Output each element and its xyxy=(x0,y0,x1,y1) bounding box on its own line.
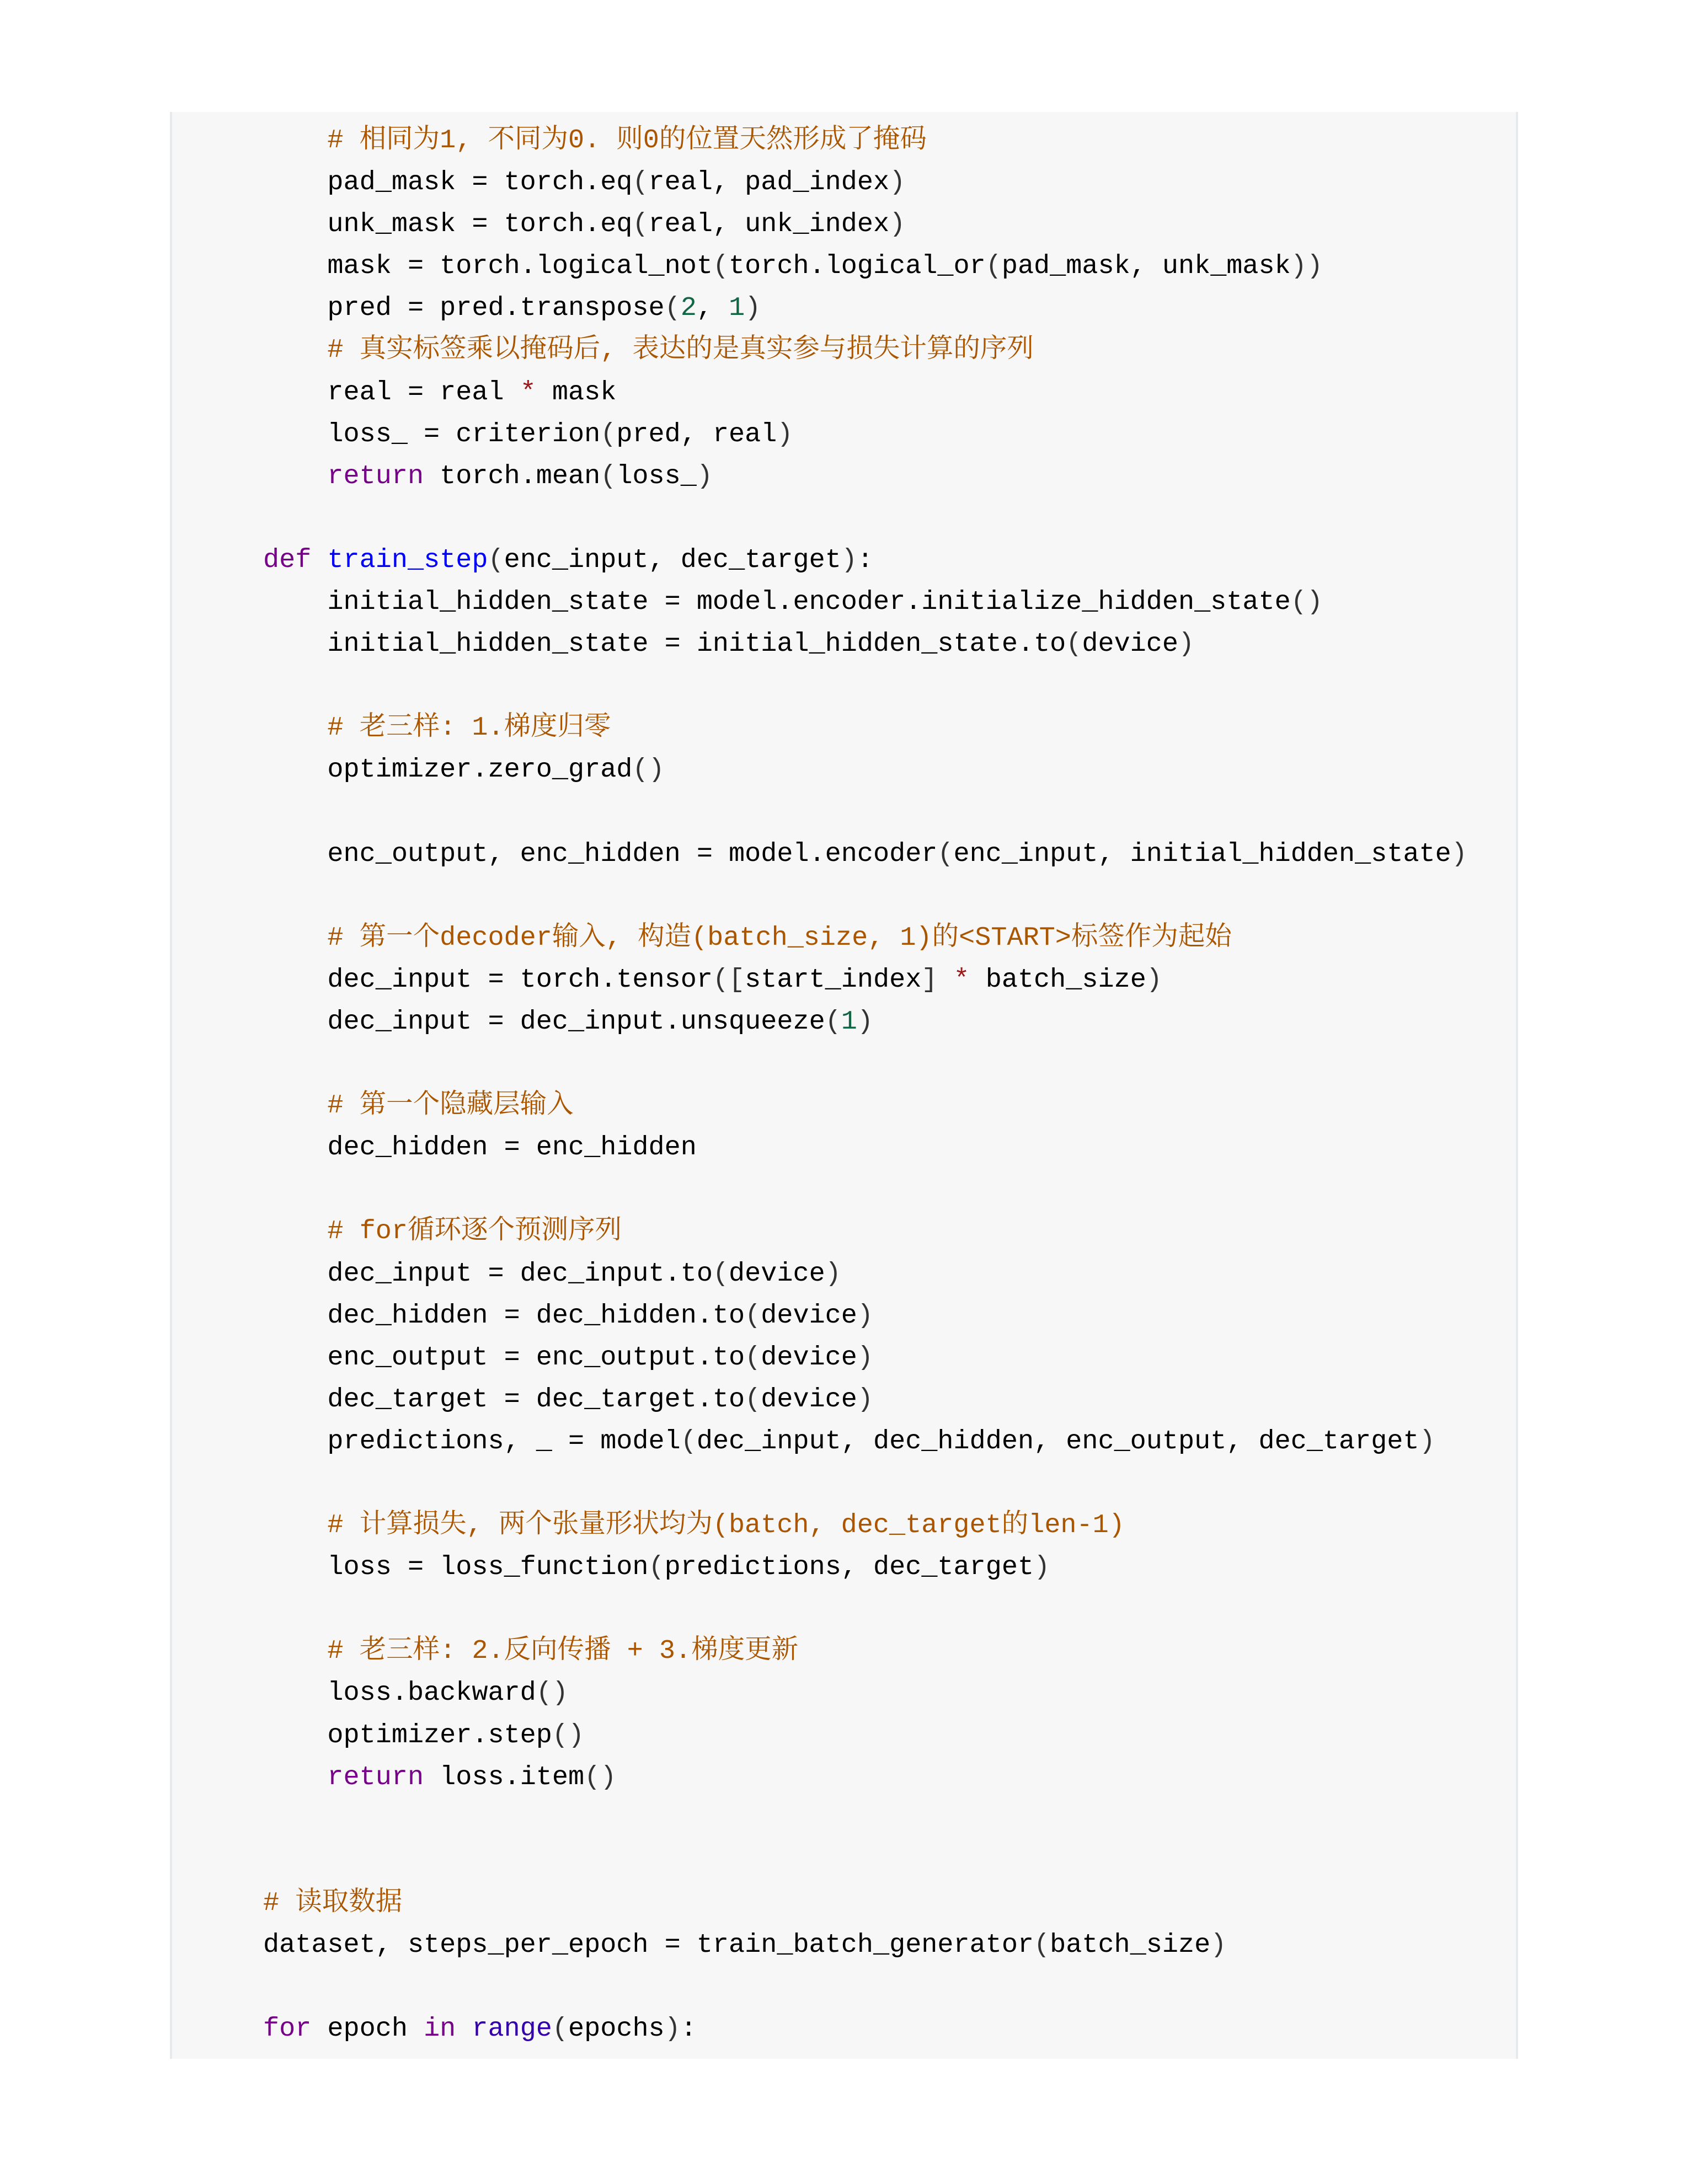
code-token-plain: pad_mask, unk_mask xyxy=(1001,251,1291,282)
code-token-plain: real = real xyxy=(327,377,520,408)
code-indent xyxy=(263,1426,327,1457)
code-token-plain: device xyxy=(761,1300,857,1331)
code-line xyxy=(263,1421,1467,1463)
code-line xyxy=(263,372,1467,414)
code-indent xyxy=(263,1090,327,1121)
code-line xyxy=(263,1001,1467,1043)
code-line xyxy=(263,1253,1467,1295)
code-token-plain: torch.logical_or xyxy=(729,251,986,282)
code-token-bracket: ) xyxy=(857,1300,874,1331)
code-indent xyxy=(263,209,327,239)
code-token-plain: dec_input = dec_input.unsqueeze xyxy=(327,1006,825,1037)
code-line xyxy=(263,414,1467,456)
code-line xyxy=(263,1588,1467,1630)
code-token-bracket: () xyxy=(536,1678,569,1709)
code-line xyxy=(263,204,1467,245)
code-indent xyxy=(263,167,327,197)
code-indent xyxy=(263,419,327,449)
code-token-bracket: ) xyxy=(1178,629,1195,660)
code-line xyxy=(263,329,1467,371)
code-token-bracket: ( xyxy=(632,209,649,240)
code-line xyxy=(263,245,1467,287)
code-token-bracket: ) xyxy=(857,1342,874,1373)
code-token-bracket: ) xyxy=(745,293,761,324)
code-token-plain xyxy=(311,545,327,575)
code-token-bracket: ( xyxy=(937,838,954,869)
code-line xyxy=(263,791,1467,833)
code-token-plain: real, pad_index xyxy=(648,167,890,198)
code-line xyxy=(263,707,1467,749)
code-token-comment: # 第一个decoder输入, 构造(batch_size, 1)的<START>标签作为起始 xyxy=(327,922,1232,953)
code-token-plain: device xyxy=(1082,629,1178,660)
code-token-keyword: return xyxy=(327,461,424,491)
code-indent xyxy=(263,125,327,156)
code-token-bracket: )) xyxy=(1290,251,1323,282)
code-token-plain: loss.backward xyxy=(327,1678,536,1709)
code-token-plain: batch_size xyxy=(1050,1930,1211,1961)
code-line xyxy=(263,749,1467,791)
code-token-bracket: ) xyxy=(1146,964,1162,995)
code-token-keyword: def xyxy=(263,544,312,575)
code-token-plain: , xyxy=(696,293,729,324)
code-line xyxy=(263,959,1467,1001)
code-token-comment: # 第一个隐藏层输入 xyxy=(327,1090,574,1121)
code-token-bracket: ( xyxy=(648,1552,665,1583)
code-token-bracket: () xyxy=(1290,587,1323,618)
code-line xyxy=(263,1630,1467,1672)
code-token-plain: loss_ = criterion xyxy=(327,419,601,449)
code-token-bracket: ( xyxy=(488,544,504,575)
code-token-plain: dec_hidden = dec_hidden.to xyxy=(327,1300,745,1331)
code-token-plain: predictions, dec_target xyxy=(664,1552,1034,1583)
code-lines xyxy=(263,120,1467,2050)
code-token-operator: * xyxy=(953,964,970,995)
code-token-comment: # 相同为1, 不同为0. 则0的位置天然形成了掩码 xyxy=(327,125,927,156)
code-line xyxy=(263,1127,1467,1169)
code-token-plain xyxy=(937,965,953,995)
code-block xyxy=(170,112,1518,2059)
code-token-keyword: for xyxy=(263,2014,312,2044)
code-line xyxy=(263,1463,1467,1505)
code-token-bracket: ] xyxy=(921,964,938,995)
code-line xyxy=(263,287,1467,329)
code-token-plain: enc_output, enc_hidden = model.encoder xyxy=(327,838,938,869)
code-token-plain: real, unk_index xyxy=(648,209,890,240)
code-token-plain: unk_mask = torch.eq xyxy=(327,209,633,240)
code-token-plain: torch.mean xyxy=(424,461,601,491)
code-token-bracket: ( xyxy=(712,251,729,282)
code-token-plain: initial_hidden_state = initial_hidden_state.to xyxy=(327,629,1066,660)
code-token-plain: predictions, _ = model xyxy=(327,1426,681,1457)
code-token-comment: # 老三样: 2.反向传播 + 3.梯度更新 xyxy=(327,1636,799,1667)
code-indent xyxy=(263,1300,327,1331)
code-token-bracket: ) xyxy=(1210,1930,1227,1961)
code-token-number: 1 xyxy=(729,293,745,324)
code-indent xyxy=(263,335,327,365)
code-token-plain: epochs xyxy=(568,2014,665,2044)
code-token-bracket: () xyxy=(552,1720,585,1751)
code-indent xyxy=(263,1762,327,1792)
code-indent xyxy=(263,923,327,953)
code-token-bracket: ( xyxy=(1034,1930,1050,1961)
code-token-bracket: ([ xyxy=(712,964,745,995)
code-indent xyxy=(263,1384,327,1415)
code-token-bracket: ) xyxy=(696,461,713,491)
code-line xyxy=(263,833,1467,875)
code-token-bracket: ) xyxy=(1034,1552,1050,1583)
code-token-bracket: ( xyxy=(745,1384,761,1415)
code-token-plain: enc_output = enc_output.to xyxy=(327,1342,745,1373)
code-token-bracket: ) xyxy=(857,1006,873,1037)
code-token-plain xyxy=(456,2014,472,2044)
code-indent xyxy=(263,713,327,743)
code-line xyxy=(263,2008,1467,2050)
code-line xyxy=(263,1211,1467,1252)
code-token-comment: # 老三样: 1.梯度归零 xyxy=(327,713,611,743)
code-line xyxy=(263,456,1467,497)
code-indent xyxy=(263,1259,327,1289)
code-token-comment: # for循环逐个预测序列 xyxy=(327,1216,622,1247)
code-token-keyword: in xyxy=(424,2014,456,2044)
code-line xyxy=(263,162,1467,204)
code-indent xyxy=(263,1132,327,1163)
code-indent xyxy=(263,377,327,408)
code-indent xyxy=(263,1342,327,1373)
code-token-bracket: ( xyxy=(552,2014,569,2044)
code-token-plain: dec_hidden = enc_hidden xyxy=(327,1132,697,1163)
code-token-operator: * xyxy=(520,377,536,408)
code-line xyxy=(263,665,1467,707)
code-token-plain: initial_hidden_state = model.encoder.initialize_hidden_state xyxy=(327,587,1291,618)
code-line xyxy=(263,1337,1467,1379)
code-indent xyxy=(263,754,327,785)
code-token-plain: : xyxy=(680,2014,697,2044)
code-token-bracket: ( xyxy=(712,1258,729,1289)
code-line xyxy=(263,1757,1467,1798)
code-line xyxy=(263,1546,1467,1588)
code-token-bracket: ( xyxy=(680,1426,697,1457)
code-line xyxy=(263,1295,1467,1337)
code-token-plain: loss.item xyxy=(424,1762,585,1792)
code-line xyxy=(263,875,1467,917)
code-token-bracket: ) xyxy=(841,544,857,575)
code-indent xyxy=(263,1007,327,1037)
code-token-bracket: () xyxy=(584,1762,617,1792)
code-line xyxy=(263,1043,1467,1085)
code-line xyxy=(263,539,1467,581)
code-token-bracket: ( xyxy=(632,167,649,198)
code-indent xyxy=(263,251,327,281)
code-token-plain: pred = pred.transpose xyxy=(327,293,665,324)
code-line xyxy=(263,1379,1467,1421)
code-line xyxy=(263,1798,1467,1840)
code-indent xyxy=(263,1678,327,1708)
code-indent xyxy=(263,1720,327,1751)
code-token-bracket: ) xyxy=(889,209,906,240)
code-token-bracket: ( xyxy=(745,1342,761,1373)
code-token-bracket: ) xyxy=(857,1384,874,1415)
code-token-bracket: ( xyxy=(1066,629,1082,660)
code-token-bracket: ) xyxy=(1451,838,1467,869)
code-token-plain: optimizer.step xyxy=(327,1720,552,1751)
code-token-comment: # 读取数据 xyxy=(263,1887,403,1918)
code-indent xyxy=(263,965,327,995)
code-token-plain: pad_mask = torch.eq xyxy=(327,167,633,198)
code-line xyxy=(263,1169,1467,1211)
code-line xyxy=(263,623,1467,665)
code-token-plain: dec_target = dec_target.to xyxy=(327,1384,745,1415)
code-token-plain: start_index xyxy=(745,964,922,995)
code-token-plain: mask xyxy=(536,377,617,408)
code-line xyxy=(263,1882,1467,1924)
code-token-bracket: ) xyxy=(777,419,793,449)
code-line xyxy=(263,1840,1467,1882)
code-token-plain: dataset, steps_per_epoch = train_batch_generator xyxy=(263,1930,1034,1961)
code-line xyxy=(263,1924,1467,1966)
code-token-plain: enc_input, initial_hidden_state xyxy=(953,838,1451,869)
code-token-plain: dec_input, dec_hidden, enc_output, dec_target xyxy=(696,1426,1419,1457)
code-token-plain: dec_input = dec_input.to xyxy=(327,1258,713,1289)
code-indent xyxy=(263,839,327,869)
code-token-plain: loss = loss_function xyxy=(327,1552,649,1583)
code-line xyxy=(263,120,1467,162)
code-token-plain: enc_input, dec_target xyxy=(504,544,841,575)
code-indent xyxy=(263,1510,327,1540)
code-line xyxy=(263,581,1467,623)
code-token-plain: mask = torch.logical_not xyxy=(327,251,713,282)
code-token-bracket: ) xyxy=(664,2014,681,2044)
code-line xyxy=(263,917,1467,959)
code-token-plain: device xyxy=(761,1342,857,1373)
code-token-bracket: ( xyxy=(600,461,617,491)
code-token-plain: dec_input = torch.tensor xyxy=(327,964,713,995)
code-token-bracket: ) xyxy=(889,167,906,198)
code-token-comment: # 真实标签乘以掩码后, 表达的是真实参与损失计算的序列 xyxy=(327,335,1034,366)
code-token-keyword: return xyxy=(327,1762,424,1792)
code-token-bracket: ( xyxy=(664,293,681,324)
code-token-builtin: range xyxy=(472,2014,552,2044)
code-indent xyxy=(263,1636,327,1666)
code-token-bracket: ) xyxy=(825,1258,841,1289)
code-token-def: train_step xyxy=(327,544,488,575)
code-token-number: 2 xyxy=(680,293,697,324)
code-token-bracket: () xyxy=(632,754,665,785)
code-token-bracket: ( xyxy=(825,1006,841,1037)
code-indent xyxy=(263,293,327,323)
code-token-comment: # 计算损失, 两个张量形状均为(batch, dec_target的len-1) xyxy=(327,1510,1125,1541)
code-token-bracket: ( xyxy=(985,251,1002,282)
code-line xyxy=(263,1505,1467,1546)
code-token-plain: loss_ xyxy=(616,461,697,491)
code-indent xyxy=(263,1216,327,1246)
code-token-plain: : xyxy=(857,544,874,575)
code-token-bracket: ( xyxy=(745,1300,761,1331)
code-token-plain: optimizer.zero_grad xyxy=(327,754,633,785)
code-token-bracket: ) xyxy=(1419,1426,1435,1457)
code-indent xyxy=(263,587,327,617)
code-indent xyxy=(263,461,327,491)
code-indent xyxy=(263,1552,327,1582)
code-token-plain: device xyxy=(729,1258,825,1289)
code-indent xyxy=(263,629,327,659)
code-token-plain: epoch xyxy=(311,2014,424,2044)
code-line xyxy=(263,1672,1467,1714)
code-line xyxy=(263,497,1467,539)
code-token-plain: pred, real xyxy=(616,419,777,449)
code-token-plain: batch_size xyxy=(969,964,1146,995)
code-token-bracket: ( xyxy=(600,419,617,449)
code-line xyxy=(263,1085,1467,1127)
code-line xyxy=(263,1966,1467,2008)
code-token-plain: device xyxy=(761,1384,857,1415)
code-line xyxy=(263,1715,1467,1757)
code-token-number: 1 xyxy=(841,1006,857,1037)
